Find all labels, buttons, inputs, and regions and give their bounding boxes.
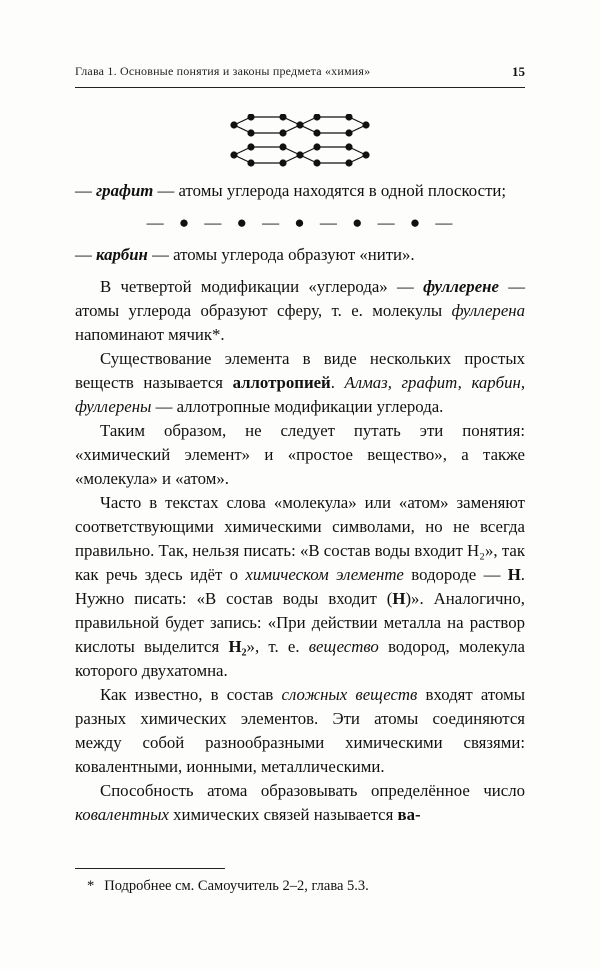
paragraph-valence: Способность атома образовывать определённое число ковалентных химических связей называется ва- bbox=[75, 781, 525, 824]
footnote-body: Подробнее см. Самоучитель 2–2, глава 5.3. bbox=[104, 878, 369, 894]
graphite-caption: — графит — атомы углерода находятся в одной плоскости; bbox=[75, 181, 507, 200]
running-title: Глава 1. Основные понятия и законы предмета «химия» bbox=[75, 64, 371, 78]
graphite-lattice-svg bbox=[230, 114, 370, 167]
paragraph-bonds: Как известно, в состав сложных веществ входят атомы разных химических элементов. Эти атомы соединяются между собой разнообразными химическими связями: ковалентными, ионными, металлическими. bbox=[75, 685, 525, 776]
footnote-marker: * bbox=[87, 878, 95, 894]
page-number: 15 bbox=[512, 64, 525, 79]
paragraph-symbols: Часто в текстах слова «молекула» или «атом» заменяют соответствующими химическими символами, но не всегда правильно. Так, нельзя писать: «В состав воды входит H₂», так как речь здесь идёт о химическом элементе водороде — H. Нужно писать: «В состав воды входит (H)». Аналогично, правильной будет запись: «При действии металла на раствор кислоты выделится H₂», т. е. вещество водород, молекула которого двухатомна. bbox=[75, 493, 525, 680]
footnote-block bbox=[75, 868, 525, 896]
paragraph-allotropy: Существование элемента в виде нескольких простых веществ называется аллотропией. Алмаз, графит, карбин, фуллерены — аллотропные модификации углерода. bbox=[75, 349, 526, 416]
footnote-rule bbox=[75, 868, 225, 869]
graphite-diagram bbox=[225, 114, 375, 167]
page-header bbox=[75, 64, 525, 88]
carbyne-caption: — карбин — атомы углерода образуют «нити». bbox=[75, 245, 415, 264]
paragraph-concepts: Таким образом, не следует путать эти понятия: «химический элемент» и «простое вещество», а также «молекула» и «атом». bbox=[75, 421, 525, 488]
carbyne-diagram: — ● — ● — ● — ● — ● — bbox=[146, 213, 454, 232]
footnote-text bbox=[75, 877, 525, 896]
paragraph-fullerene: В четвертой модификации «углерода» — фуллерене — атомы углерода образуют сферу, т. е. молекулы фуллерена напоминают мячик*. bbox=[75, 277, 525, 344]
